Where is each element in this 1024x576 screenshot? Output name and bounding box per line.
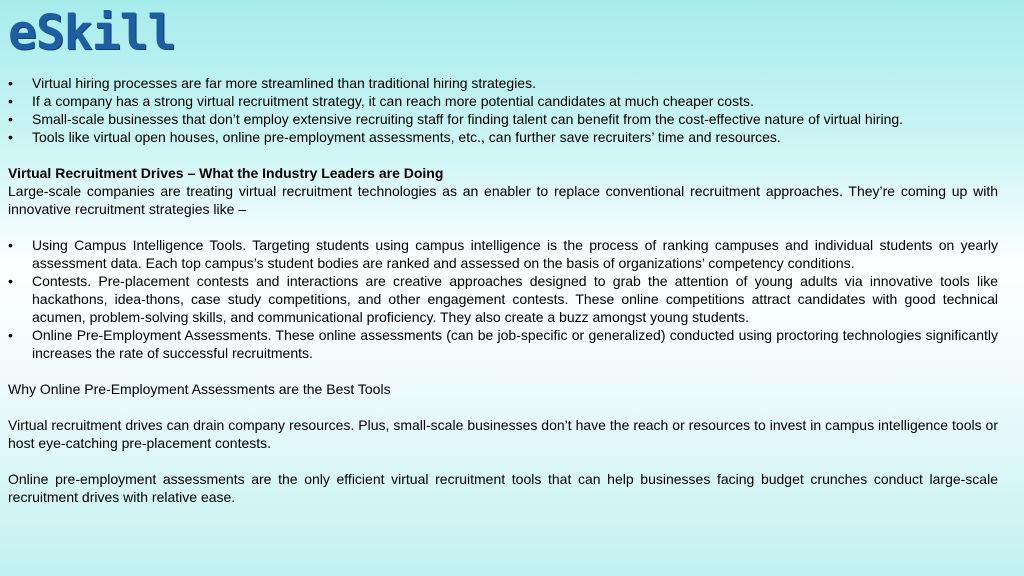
strategy-bullet-list <box>8 236 998 362</box>
bullet-icon: • <box>8 327 13 343</box>
list-item <box>8 326 998 362</box>
paragraph-efficient-tools: Online pre-employment assessments are the only efficient virtual recruitment tools that can help businesses facing budget crunches conduct large-scale recruitment drives with relative ease. <box>8 471 998 505</box>
bullet-icon: • <box>8 75 13 91</box>
list-item-text: Tools like virtual open houses, online pre-employment assessments, etc., can further save recruiters’ time and resources. <box>32 129 781 145</box>
document-body <box>8 74 998 506</box>
list-item <box>8 110 998 128</box>
section-heading-industry-leaders: Virtual Recruitment Drives – What the Industry Leaders are Doing <box>8 165 444 181</box>
list-item <box>8 74 998 92</box>
bullet-icon: • <box>8 273 13 289</box>
bullet-icon: • <box>8 111 13 127</box>
paragraph-drain-resources: Virtual recruitment drives can drain company resources. Plus, small-scale businesses don’t have the reach or resources to invest in campus intelligence tools or host eye-catching pre-placement contests. <box>8 417 998 451</box>
list-item <box>8 236 998 272</box>
list-item <box>8 272 998 326</box>
eskill-logo: eSkill <box>8 5 176 61</box>
intro-bullet-list <box>8 74 998 146</box>
list-item-text: Using Campus Intelligence Tools. Targeting students using campus intelligence is the process of ranking campuses and individual students on yearly assessment data. Each top campus’s student bodies are ranked and assessed on the basis of organizations’ competency conditions. <box>32 237 998 271</box>
list-item-text: Small-scale businesses that don’t employ extensive recruiting staff for finding talent can benefit from the cost-effective nature of virtual hiring. <box>32 111 904 127</box>
list-item <box>8 128 998 146</box>
list-item <box>8 92 998 110</box>
list-item-text: Virtual hiring processes are far more streamlined than traditional hiring strategies. <box>32 75 536 91</box>
list-item-text: If a company has a strong virtual recruitment strategy, it can reach more potential candidates at much cheaper costs. <box>32 93 754 109</box>
bullet-icon: • <box>8 237 13 253</box>
section-heading-best-tools: Why Online Pre-Employment Assessments are the Best Tools <box>8 381 391 397</box>
section-paragraph-large-scale: Large-scale companies are treating virtual recruitment technologies as an enabler to replace conventional recruitment approaches. They’re coming up with innovative recruitment strategies like – <box>8 183 998 217</box>
list-item-text: Online Pre-Employment Assessments. These online assessments (can be job-specific or generalized) conducted using proctoring technologies significantly increases the rate of successful recruitments. <box>32 327 998 361</box>
bullet-icon: • <box>8 93 13 109</box>
list-item-text: Contests. Pre-placement contests and interactions are creative approaches designed to grab the attention of young adults via innovative tools like hackathons, idea-thons, case study competitions, and other engagement contests. These online competitions attract candidates with good technical acumen, problem-solving skills, and communicational proficiency. They also create a buzz amongst young students. <box>32 273 998 325</box>
bullet-icon: • <box>8 129 13 145</box>
